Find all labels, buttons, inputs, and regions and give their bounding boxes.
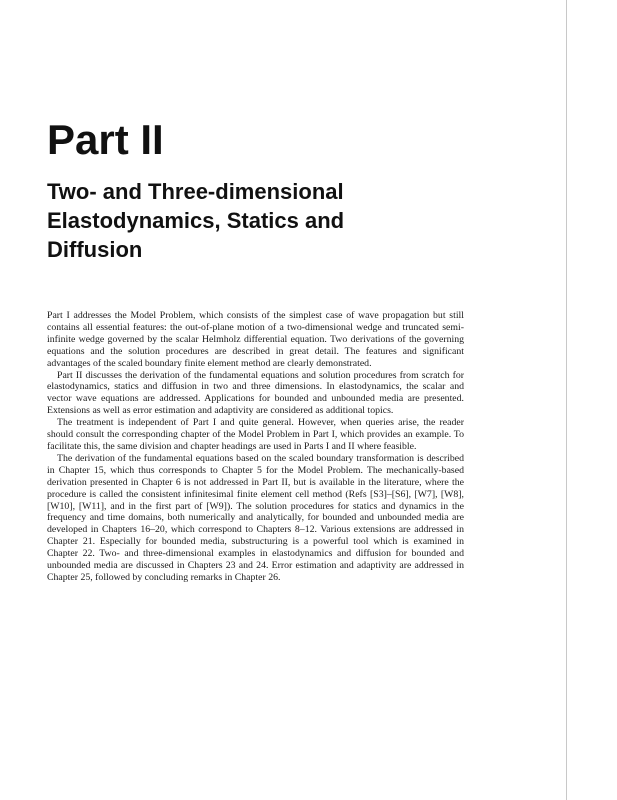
part-subtitle: [47, 177, 467, 264]
body-text: [47, 310, 464, 584]
subtitle-line: Diffusion: [47, 237, 143, 262]
paragraph: The treatment is independent of Part I and quite general. However, when queries arise, the reader should consult the corresponding chapter of the Model Problem in Part I, which provides an example. To facilitate this, the same division and chapter headings are used in Parts I and II where feasible.: [47, 417, 464, 452]
subtitle-line: Elastodynamics, Statics and: [47, 208, 345, 233]
part-title: Part II: [47, 116, 164, 163]
paragraph: Part I addresses the Model Problem, which consists of the simplest case of wave propagation but still contains all essential features: the out-of-plane motion of a two-dimensional wedge and truncated semi-infinite wedge governed by the scalar Helmholz differential equation. Two derivations of the governing equations and the solution procedures are described in great detail. The features and significant advantages of the scaled boundary finite element method are clearly demonstrated.: [47, 310, 464, 369]
paragraph: Part II discusses the derivation of the fundamental equations and solution procedures from scratch for elastodynamics, statics and diffusion in two and three dimensions. In elastodynamics, the scalar and vector wave equations are addressed. Applications for bounded and unbounded media are presented. Extensions as well as error estimation and adaptivity are considered as additional topics.: [47, 369, 464, 417]
paragraph: The derivation of the fundamental equations based on the scaled boundary transformation is described in Chapter 15, which thus corresponds to Chapter 5 for the Model Problem. The mechanically-based derivation presented in Chapter 6 is not addressed in Part II, but is available in the literature, where the procedure is called the consistent infinitesimal finite element cell method (Refs [S3]–[S6], [W7], [W8], [W10], [W11], and in the first part of [W9]). The solution procedures for statics and dynamics in the frequency and time domains, both numerically and analytically, for bounded and unbounded media are developed in Chapters 16–20, which correspond to Chapters 8–12. Various extensions are addressed in Chapter 21. Especially for bounded media, substructuring is a powerful tool which is examined in Chapter 22. Two- and three-dimensional examples in elastodynamics and diffusion for bounded and unbounded media are discussed in Chapters 23 and 24. Error estimation and adaptivity are addressed in Chapter 25, followed by concluding remarks in Chapter 26.: [47, 452, 464, 583]
subtitle-line: Two- and Three-dimensional: [47, 179, 344, 204]
page-edge-divider: [566, 0, 567, 800]
